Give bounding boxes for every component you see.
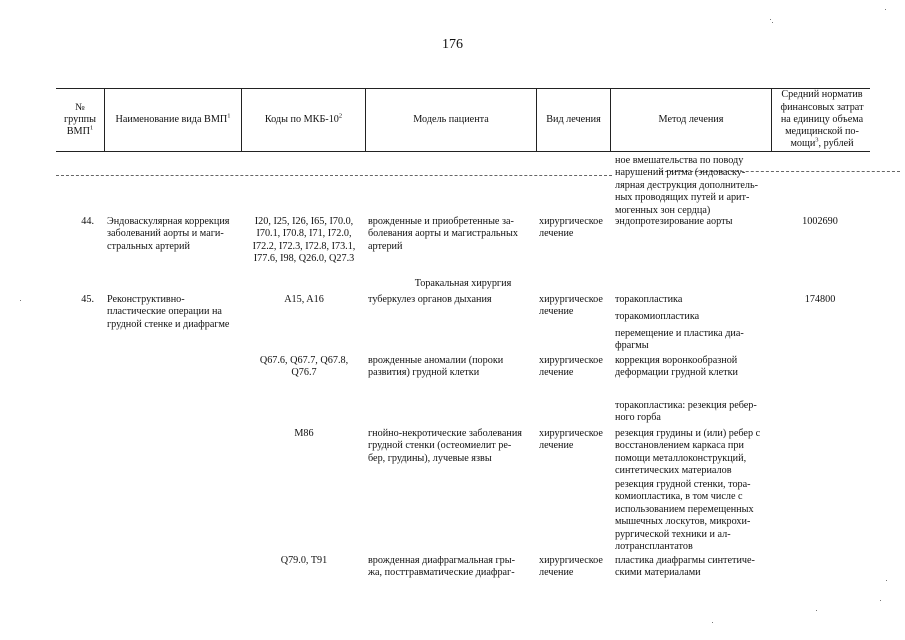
row45-sub4-model: врожденная диафрагмальная гры- жа, посттравматические диафраг- bbox=[368, 555, 515, 579]
scan-speck bbox=[880, 600, 881, 601]
row45-sub3-method-2: резекция грудной стенки, тора- комиопластика, в том числе с использованием перемещенных мышечных лоскутов, микрохи- рургической техники и ал- лотрансплантатов bbox=[615, 479, 754, 553]
column-header-method bbox=[611, 89, 771, 151]
row45-sub3-model: гнойно-некротические заболевания грудной стенки (остеомиелит ре- бер, грудины), лучевые язвы bbox=[368, 428, 522, 464]
column-header-name-text: Наименование вида ВМП bbox=[115, 113, 228, 125]
row44-norm: 1002690 bbox=[802, 216, 838, 227]
footnote-mark: 1 bbox=[227, 112, 231, 120]
scan-speck bbox=[20, 300, 21, 301]
row45-sub1-codes: A15, A16 bbox=[284, 294, 324, 305]
row45-number: 45. bbox=[81, 294, 94, 305]
row45-sub1-method-1: торакопластика bbox=[615, 294, 683, 305]
column-header-treatment bbox=[537, 89, 610, 151]
row45-sub2-method-1: коррекция воронкообразной деформации грудной клетки bbox=[615, 355, 738, 379]
column-header-norm-tail: , рублей bbox=[818, 138, 854, 150]
row45-sub3-method-1: резекция грудины и (или) ребер с восстановлением каркаса при помощи металлоконструкций, синтетических материалов bbox=[615, 428, 761, 477]
page-cut-line bbox=[56, 175, 612, 176]
row45-sub1-method-3: перемещение и пластика диа- фрагмы bbox=[615, 328, 744, 352]
row45-sub2-model: врожденные аномалии (пороки развития) грудной клетки bbox=[368, 355, 504, 379]
row45-sub2-treatment: хирургическое лечение bbox=[539, 355, 603, 379]
row44-treatment: хирургическое лечение bbox=[539, 216, 603, 240]
column-header-name bbox=[105, 89, 241, 151]
row45-sub2-method-2: торакопластика: резекция ребер- ного горба bbox=[615, 400, 757, 424]
row45-sub4-method-1: пластика диафрагмы синтетиче- скими материалами bbox=[615, 555, 755, 579]
column-header-method-text: Метод лечения bbox=[658, 113, 724, 125]
row45-sub4-codes: Q79.0, T91 bbox=[280, 555, 328, 566]
column-header-model bbox=[366, 89, 536, 151]
footnote-mark: 2 bbox=[338, 112, 343, 120]
row45-sub3-codes: M86 bbox=[294, 428, 314, 439]
footnote-mark: 3 bbox=[815, 136, 819, 144]
section-title: Торакальная хирургия bbox=[414, 278, 512, 289]
continuation-method: ное вмешательства по поводу нарушений ритма (эндоваску- лярная деструкция дополнитель- ных проводящих путей и арит- могенных зон сердца) bbox=[615, 155, 759, 216]
row45-sub3-treatment: хирургическое лечение bbox=[539, 428, 603, 452]
column-header-treatment-text: Вид лечения bbox=[546, 113, 601, 125]
column-header-codes-text: Коды по МКБ-10 bbox=[264, 113, 339, 125]
row44-model: врожденные и приобретенные за- болевания аорты и магистральных артерий bbox=[368, 216, 518, 252]
column-header-codes bbox=[242, 89, 365, 151]
row45-name: Реконструктивно- пластические операции на грудной стенке и диафрагме bbox=[107, 294, 230, 330]
row44-method: эндопротезирование аорты bbox=[615, 216, 733, 227]
row45-sub1-method-2: торакомиопластика bbox=[615, 311, 700, 322]
page-number: 176 bbox=[442, 37, 463, 52]
row44-codes: I20, I25, I26, I65, I70.0, I70.1, I70.8, I71, I72.0, I72.2, I72.3, I72.8, I73.1, I77.6, I98, Q26.0, Q27.3 bbox=[252, 216, 356, 265]
scan-speck bbox=[770, 19, 771, 20]
row45-sub1-treatment: хирургическое лечение bbox=[539, 294, 603, 318]
column-header-norm-text: Средний норматив финансовых затрат на единицу объема медицинской по- мощи bbox=[780, 89, 864, 150]
scan-speck bbox=[885, 9, 886, 10]
scan-speck bbox=[886, 580, 887, 581]
column-header-group bbox=[56, 89, 104, 151]
footnote-mark: 1 bbox=[89, 124, 94, 132]
row44-name: Эндоваскулярная коррекция заболеваний аорты и маги- стральных артерий bbox=[107, 216, 230, 252]
scan-speck bbox=[772, 22, 773, 23]
column-header-norm bbox=[772, 89, 872, 151]
row45-sub4-treatment: хирургическое лечение bbox=[539, 555, 603, 579]
row45-norm: 174800 bbox=[804, 294, 836, 305]
table-header-bottom-border bbox=[56, 151, 870, 152]
column-header-group-text: № группы ВМП bbox=[64, 101, 96, 138]
scan-speck bbox=[712, 622, 713, 623]
scan-speck bbox=[816, 610, 817, 611]
column-header-model-text: Модель пациента bbox=[413, 113, 489, 125]
row45-sub1-model: туберкулез органов дыхания bbox=[368, 294, 492, 305]
row44-number: 44. bbox=[81, 216, 94, 227]
row45-sub2-codes: Q67.6, Q67.7, Q67.8, Q76.7 bbox=[259, 355, 349, 379]
